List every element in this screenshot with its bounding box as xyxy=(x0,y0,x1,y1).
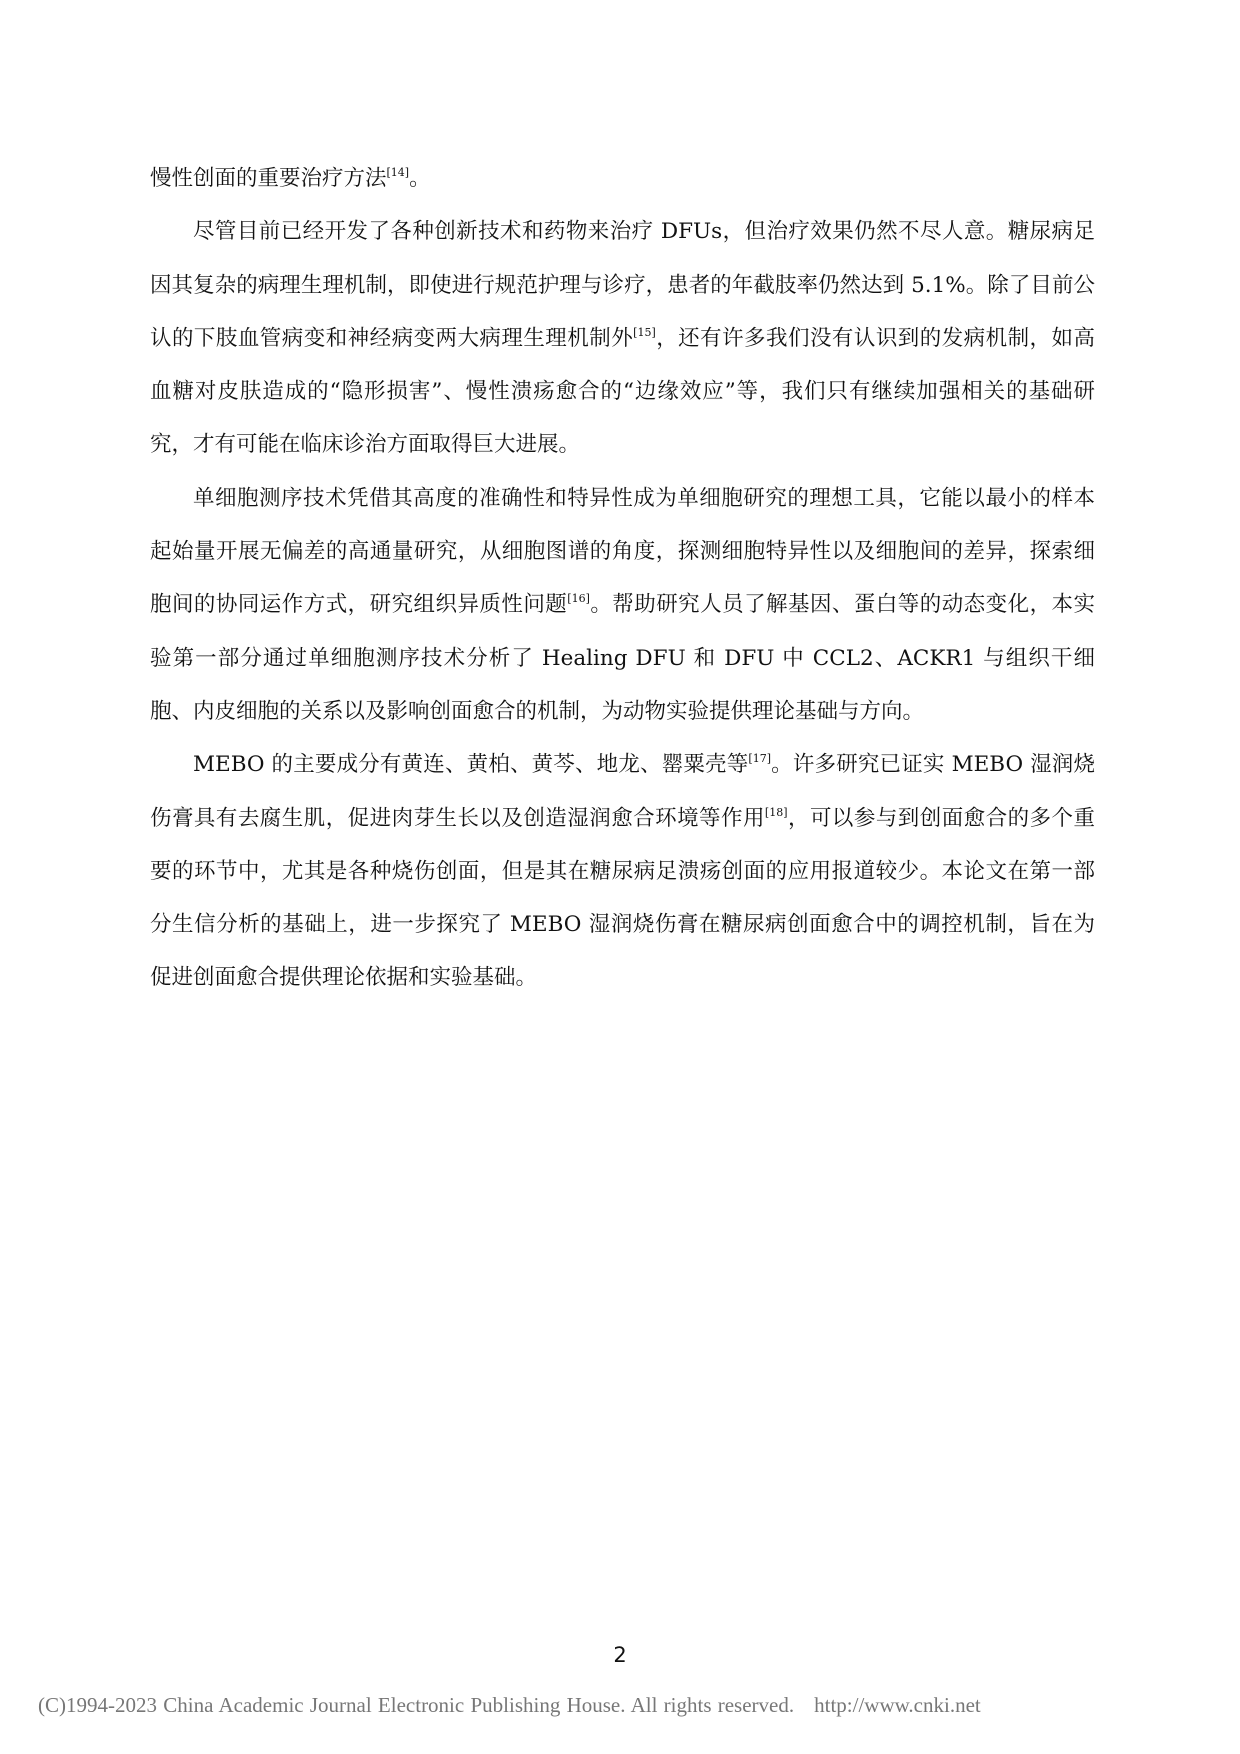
paragraph-text: ，还有许多我们没有认识到的发病机制，如高血糖对皮肤造成的“隐形损害”、慢性溃疡愈合的“边缘效应”等，我们只有继续加强相关的基础研究，才有可能在临床诊治方面取得巨大进展。 xyxy=(150,325,1095,458)
paragraph-text: MEBO 的主要成分有黄连、黄柏、黄芩、地龙、罂粟壳等 xyxy=(193,752,749,778)
citation-marker: [15] xyxy=(633,325,656,339)
paragraph-text: 。许多研究已证实 MEBO 湿润烧伤膏具有去腐生肌，促进肉芽生长以及创造湿润愈合环境等作用 xyxy=(150,752,1095,831)
paragraph-text: 。帮助研究人员了解基因、蛋白等的动态变化，本实验第一部分通过单细胞测序技术分析了 Healing DFU 和 DFU 中 CCL2、ACKR1 与组织干细胞、内皮细胞的关系以及影响创面愈合的机制，为动物实验提供理论基础与方向。 xyxy=(150,592,1095,724)
citation-marker: [18] xyxy=(764,805,788,819)
paragraph-text: 。 xyxy=(409,166,431,191)
paragraph xyxy=(150,738,1095,1004)
citation-marker: [17] xyxy=(748,752,771,766)
copyright-notice: (C)1994-2023 China Academic Journal Electronic Publishing House. All rights reserved. xyxy=(38,1693,795,1717)
copyright-footer xyxy=(38,1693,1218,1718)
paragraph-text: 慢性创面的重要治疗方法 xyxy=(150,166,387,191)
cnki-url: http://www.cnki.net xyxy=(814,1693,981,1717)
paragraph-text: 单细胞测序技术凭借其高度的准确性和特异性成为单细胞研究的理想工具，它能以最小的样本起始量开展无偏差的高通量研究，从细胞图谱的角度，探测细胞特异性以及细胞间的差异，探索细胞间的协同运作方式，研究组织异质性问题 xyxy=(150,485,1095,618)
body-text xyxy=(150,152,1095,1005)
citation-marker: [14] xyxy=(386,166,410,179)
paragraph-text: 尽管目前已经开发了各种创新技术和药物来治疗 DFUs，但治疗效果仍然不尽人意。糖尿病足因其复杂的病理生理机制，即使进行规范护理与诊疗，患者的年截肢率仍然达到 5.1%。除了目前公认的下肢血管病变和神经病变两大病理生理机制外 xyxy=(150,219,1095,351)
paragraph-text: ，可以参与到创面愈合的多个重要的环节中，尤其是各种烧伤创面，但是其在糖尿病足溃疡创面的应用报道较少。本论文在第一部分生信分析的基础上，进一步探究了 MEBO 湿润烧伤膏在糖尿病创面愈合中的调控机制，旨在为促进创面愈合提供理论依据和实验基础。 xyxy=(150,805,1095,991)
citation-marker: [16] xyxy=(567,592,590,606)
page-number: 2 xyxy=(613,1643,627,1667)
paragraph xyxy=(150,472,1095,738)
paragraph xyxy=(150,152,1095,205)
paragraph xyxy=(150,205,1095,471)
